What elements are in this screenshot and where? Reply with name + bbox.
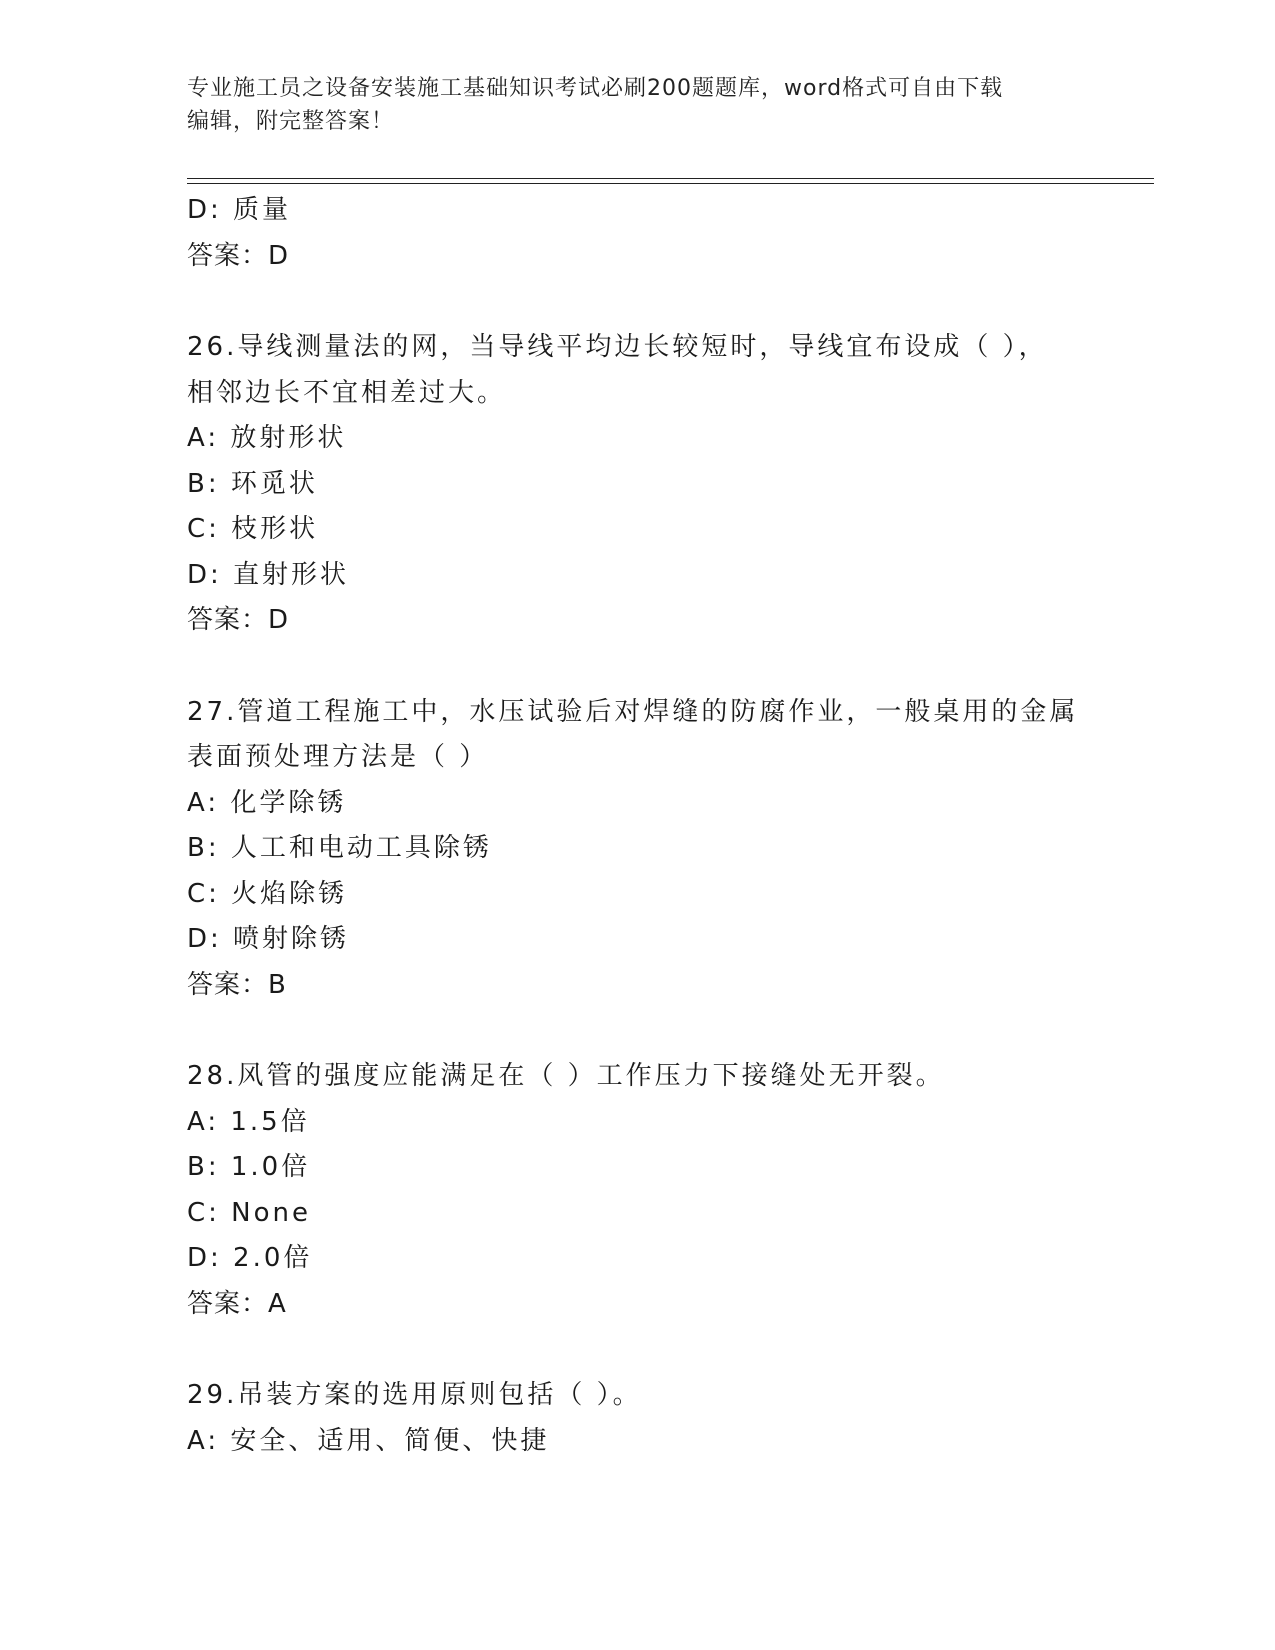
question-stem: 29.吊装方案的选用原则包括（ ）。 <box>187 1380 642 1410</box>
answer-line: 答案：D <box>187 605 290 635</box>
spacer <box>187 644 1087 690</box>
question-28 <box>187 1054 1087 1327</box>
option-a: A: 放射形状 <box>187 423 347 453</box>
option-c: C: None <box>187 1197 312 1228</box>
answer-line: 答案：D <box>187 240 290 271</box>
question-26 <box>187 325 1087 644</box>
option-b: B: 环觅状 <box>187 468 318 499</box>
header-line-1: 专业施工员之设备安装施工基础知识考试必刷200题题库，word格式可自由下载 <box>187 76 1004 101</box>
header-divider-top <box>187 178 1154 179</box>
question-27 <box>187 690 1087 1009</box>
option-a: A: 1.5倍 <box>187 1106 310 1137</box>
answer-line: 答案：B <box>187 969 287 1000</box>
option-b: B: 人工和电动工具除锈 <box>187 833 492 863</box>
question-29 <box>187 1373 1087 1464</box>
question-list <box>187 188 1087 1464</box>
spacer <box>187 1327 1087 1373</box>
question-stem: 26.导线测量法的网，当导线平均边长较短时，导线宜布设成（ ）， <box>187 332 1048 362</box>
question-stem-continued: 表面预处理方法是（ ） <box>187 742 489 772</box>
option-d: D: 质量 <box>187 195 292 225</box>
spacer <box>187 1008 1087 1054</box>
header-divider-bottom <box>187 183 1154 184</box>
question-stem: 27.管道工程施工中，水压试验后对焊缝的防腐作业，一般桌用的金属 <box>187 696 1079 727</box>
question-stem: 28.风管的强度应能满足在（ ）工作压力下接缝处无开裂。 <box>187 1061 945 1091</box>
option-d: D: 2.0倍 <box>187 1243 313 1273</box>
option-a: A: 安全、适用、简便、快捷 <box>187 1425 550 1456</box>
option-c: C: 火焰除锈 <box>187 878 348 909</box>
option-b: B: 1.0倍 <box>187 1152 311 1182</box>
spacer <box>187 279 1087 325</box>
question-stem-continued: 相邻边长不宜相差过大。 <box>187 377 507 408</box>
option-c: C: 枝形状 <box>187 514 319 544</box>
page-header <box>187 72 1087 138</box>
option-d: D: 喷射除锈 <box>187 924 350 954</box>
option-a: A: 化学除锈 <box>187 787 347 818</box>
option-d: D: 直射形状 <box>187 559 350 590</box>
answer-line: 答案：A <box>187 1288 287 1319</box>
header-line-2: 编辑，附完整答案！ <box>187 109 395 134</box>
